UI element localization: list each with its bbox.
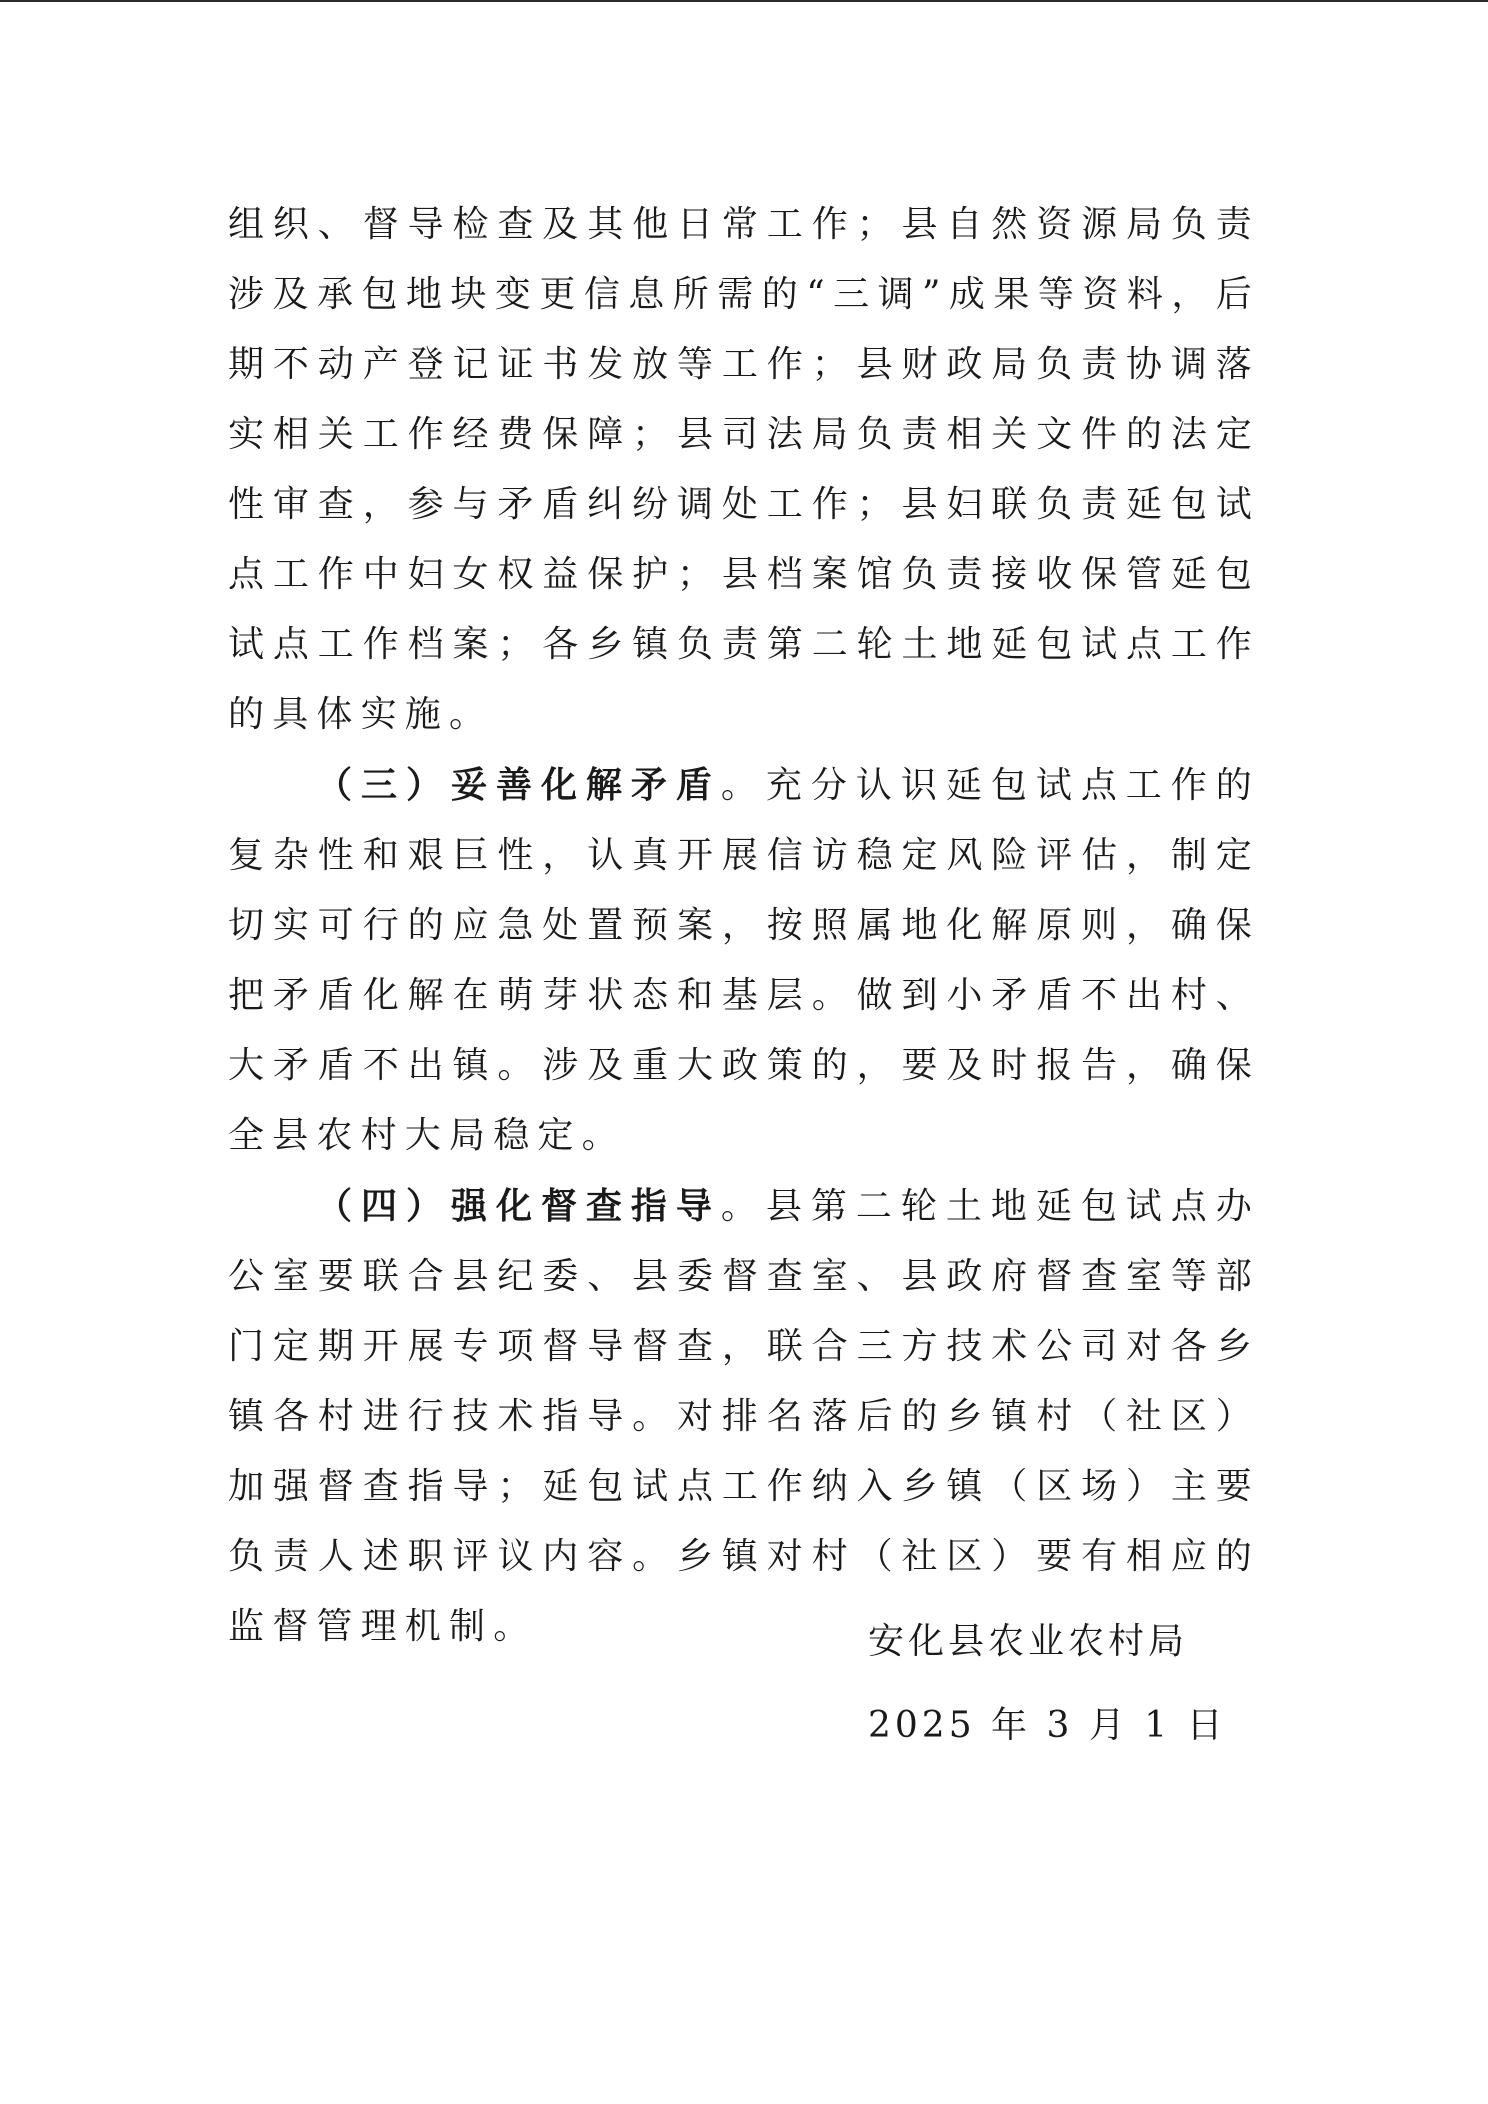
signature-block [868, 1600, 1268, 1768]
signature-organization: 安化县农业农村局 [868, 1621, 1189, 1662]
paragraph-continuation: 组织、督导检查及其他日常工作；县自然资源局负责涉及承包地块变更信息所需的“三调”成果等资料，后期不动产登记证书发放等工作；县财政局负责协调落实相关工作经费保障；县司法局负责相关文件的法定性审查，参与矛盾纠纷调处工作；县妇联负责延包试点工作中妇女权益保护；县档案馆负责接收保管延包试点工作档案；各乡镇负责第二轮土地延包试点工作的具体实施。 [228, 204, 1260, 735]
page-top-border [0, 0, 1488, 2]
section-4-paragraph [228, 1171, 1260, 1662]
signature-date: 2025 年 3 月 1 日 [868, 1705, 1227, 1746]
section-4-heading: （四）强化督查指导 [316, 1185, 721, 1227]
section-4-body: 。县第二轮土地延包试点办公室要联合县纪委、县委督查室、县政府督查室等部门定期开展专项督导督查，联合三方技术公司对各乡镇各村进行技术指导。对排名落后的乡镇村（社区）加强督查指导；延包试点工作纳入乡镇（区场）主要负责人述职评议内容。乡镇对村（社区）要有相应的监督管理机制。 [228, 1186, 1260, 1647]
section-3-paragraph [228, 750, 1260, 1171]
document-body [228, 190, 1260, 1662]
section-3-heading: （三）妥善化解矛盾 [316, 764, 721, 806]
section-3-body: 。充分认识延包试点工作的复杂性和艰巨性，认真开展信访稳定风险评估，制定切实可行的应急处置预案，按照属地化解原则，确保把矛盾化解在萌芽状态和基层。做到小矛盾不出村、大矛盾不出镇。涉及重大政策的，要及时报告，确保全县农村大局稳定。 [228, 765, 1260, 1156]
